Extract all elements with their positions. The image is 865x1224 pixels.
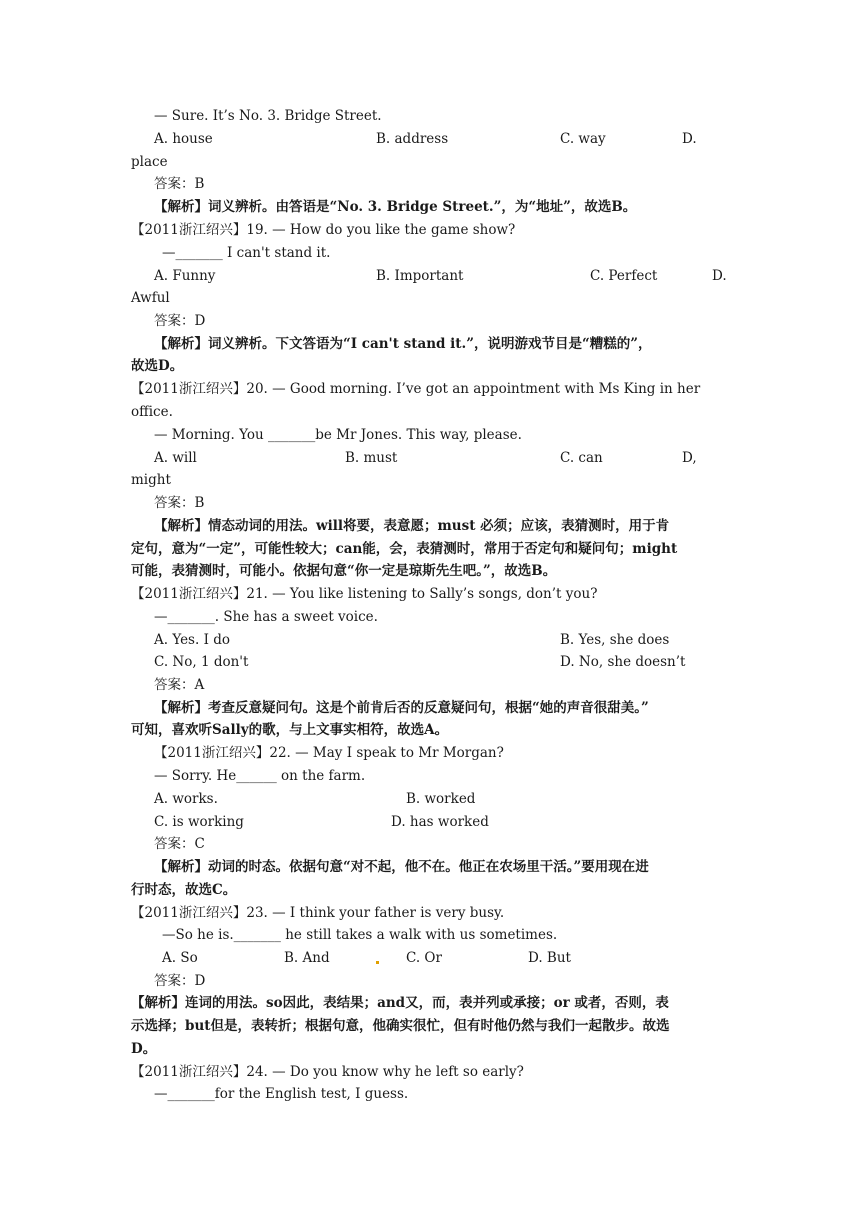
- question-heading: 【2011浙江绍兴】20. — Good morning. I’ve got an appointment with Ms King in her: [131, 381, 701, 397]
- question-line: — Sorry. He______ on the farm.: [154, 768, 366, 784]
- question-heading: 【2011浙江绍兴】19. — How do you like the game show?: [131, 222, 516, 238]
- analysis-line: 【解析】词义辨析。由答语是“No. 3. Bridge Street.”，为“地址”，故选B。: [154, 199, 637, 215]
- option-b: B. must: [345, 450, 398, 466]
- option-c: C. can: [560, 450, 603, 466]
- analysis-line: 可能，表猜测时，可能小。依据句意“你一定是琼斯先生吧。”，故选B。: [131, 563, 557, 579]
- answer-line: 答案：B: [154, 176, 205, 192]
- option-c: C. Or: [406, 950, 442, 966]
- question-line: —_______. She has a sweet voice.: [154, 609, 378, 625]
- option-d-text: place: [131, 154, 168, 170]
- answer-line: 答案：D: [154, 313, 206, 329]
- question-heading: 【2011浙江绍兴】21. — You like listening to Sally’s songs, don’t you?: [131, 586, 598, 602]
- question-line: —_______ I can't stand it.: [162, 245, 331, 261]
- analysis-line: 【解析】动词的时态。依据句意“对不起，他不在。他正在农场里干活。”要用现在进: [154, 859, 649, 875]
- question-line: — Sure. It’s No. 3. Bridge Street.: [154, 108, 382, 124]
- analysis-line: 示选择；but但是，表转折；根据句意，他确实很忙，但有时他仍然与我们一起散步。故选: [131, 1018, 670, 1034]
- option-b: B. worked: [406, 791, 476, 807]
- analysis-line: 定句，意为“一定”，可能性较大；can能，会，表猜测时，常用于否定句和疑问句；might: [131, 541, 678, 557]
- option-a: A. Funny: [154, 268, 216, 284]
- option-d: D.: [682, 131, 697, 147]
- option-b: B. And: [284, 950, 330, 966]
- option-d: D. But: [528, 950, 571, 966]
- option-a: A. Yes. I do: [154, 632, 230, 648]
- option-d: D.: [712, 268, 727, 284]
- option-d: D. No, she doesn’t: [560, 654, 686, 670]
- answer-line: 答案：C: [154, 836, 205, 852]
- question-heading: 【2011浙江绍兴】24. — Do you know why he left so early?: [131, 1064, 524, 1080]
- analysis-line: 【解析】考查反意疑问句。这是个前肯后否的反意疑问句，根据“她的声音很甜美。”: [154, 700, 649, 716]
- analysis-line: 【解析】连词的用法。so因此，表结果；and又，而，表并列或承接；or 或者，否则，表: [131, 995, 669, 1011]
- option-c: C. Perfect: [590, 268, 658, 284]
- option-c: C. is working: [154, 814, 244, 830]
- answer-line: 答案：B: [154, 495, 205, 511]
- option-a: A. house: [154, 131, 213, 147]
- option-b: B. address: [376, 131, 449, 147]
- answer-line: 答案：D: [154, 973, 206, 989]
- analysis-line: 【解析】词义辨析。下文答语为“I can't stand it.”，说明游戏节目是“糟糕的”，: [154, 336, 652, 352]
- question-line: —_______for the English test, I guess.: [154, 1086, 409, 1102]
- question-heading: 【2011浙江绍兴】22. — May I speak to Mr Morgan?: [154, 745, 504, 761]
- question-line: — Morning. You _______be Mr Jones. This way, please.: [154, 427, 522, 443]
- question-line: —So he is._______ he still takes a walk with us sometimes.: [162, 927, 558, 943]
- option-a: A. So: [162, 950, 198, 966]
- option-c: C. way: [560, 131, 606, 147]
- option-d: D,: [682, 450, 697, 466]
- question-heading: 【2011浙江绍兴】23. — I think your father is very busy.: [131, 905, 505, 921]
- option-a: A. will: [154, 450, 197, 466]
- option-d-text: might: [131, 472, 171, 488]
- option-d: D. has worked: [391, 814, 489, 830]
- answer-line: 答案：A: [154, 677, 205, 693]
- option-c: C. No, 1 don't: [154, 654, 249, 670]
- option-b: B. Important: [376, 268, 464, 284]
- analysis-line: 【解析】情态动词的用法。will将要，表意愿；must 必须；应该，表猜测时，用于肯: [154, 518, 670, 534]
- highlight-mark: [376, 961, 379, 964]
- analysis-line: D。: [131, 1041, 157, 1057]
- option-d-text: Awful: [131, 290, 170, 306]
- question-line: office.: [131, 404, 173, 420]
- analysis-line: 故选D。: [131, 358, 184, 374]
- analysis-line: 可知，喜欢听Sally的歌，与上文事实相符，故选A。: [131, 722, 449, 738]
- option-b: B. Yes, she does: [560, 632, 670, 648]
- option-a: A. works.: [154, 791, 218, 807]
- analysis-line: 行时态，故选C。: [131, 882, 237, 898]
